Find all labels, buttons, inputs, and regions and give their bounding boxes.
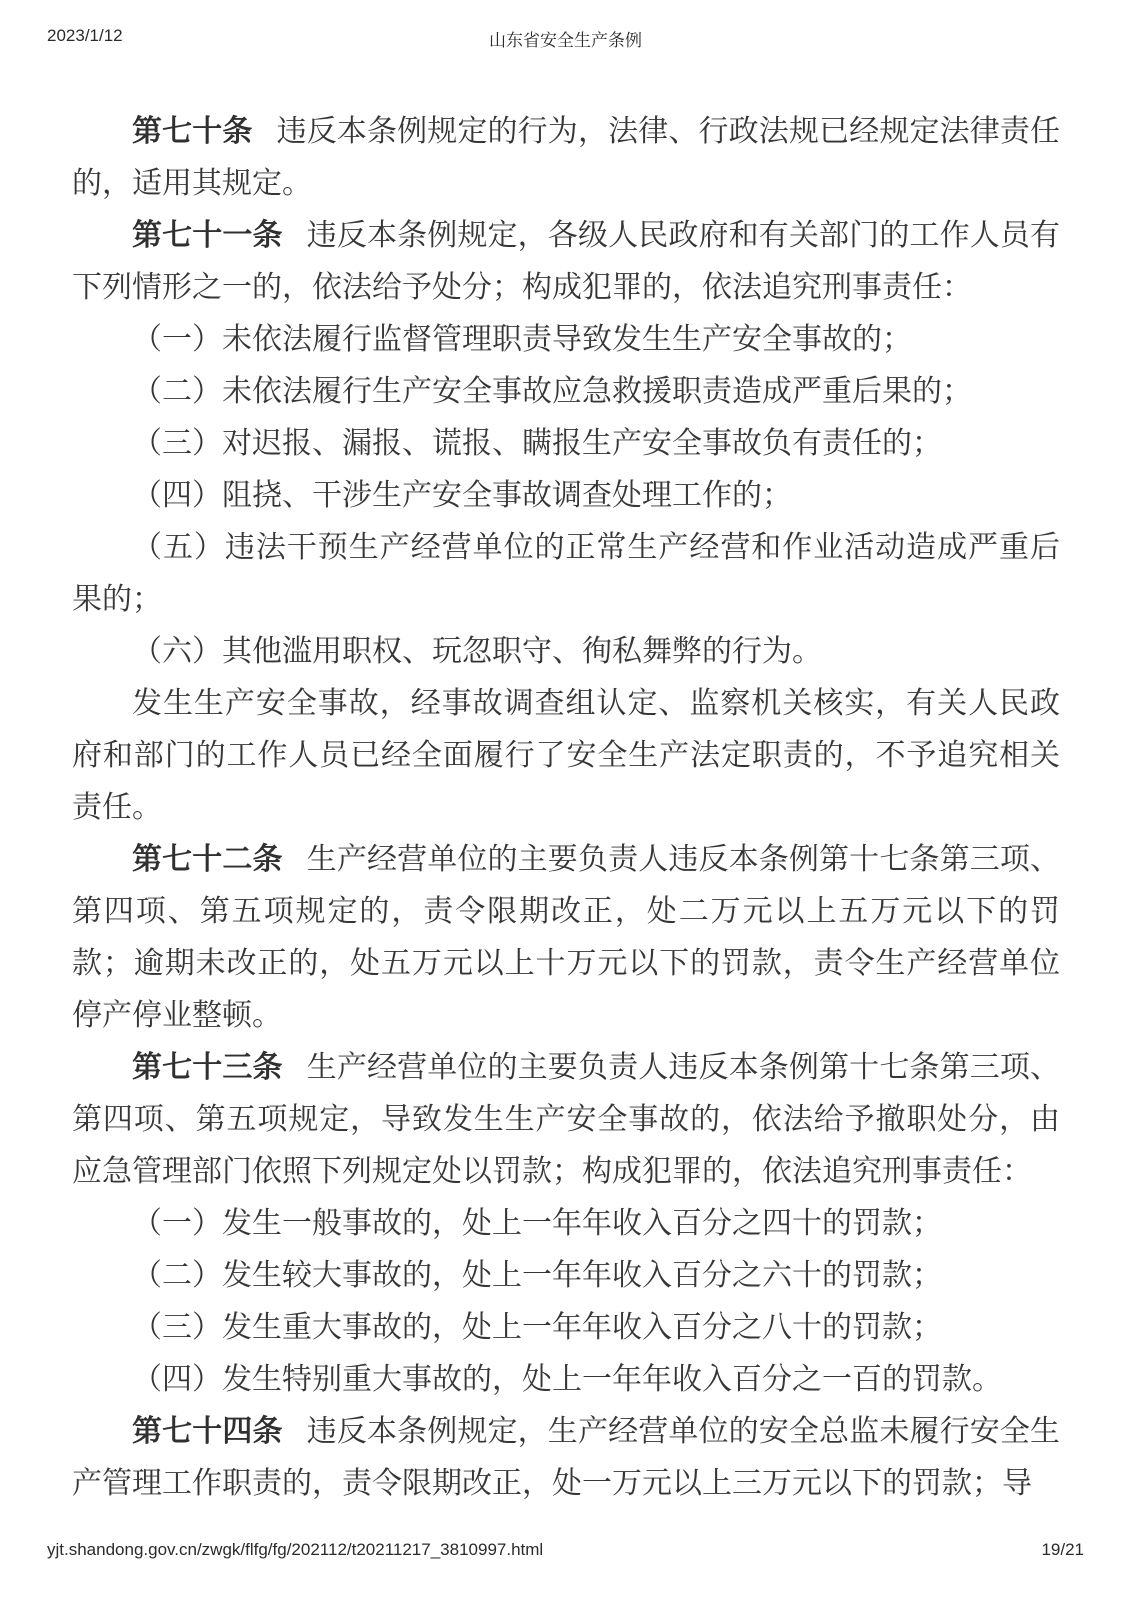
paragraph-text: （六）其他滥用职权、玩忽职守、徇私舞弊的行为。 [132, 635, 822, 668]
paragraph-text: 生产经营单位的主要负责人违反本条例第十七条第三项、第四项、第五项规定，导致发生生产安全事故的，依法给予撤职处分，由应急管理部门依照下列规定处以罚款；构成犯罪的，依法追究刑事责任： [72, 1051, 1061, 1188]
paragraph [72, 522, 1060, 626]
article-number: 第七十一条 [132, 219, 283, 252]
footer-url: yjt.shandong.gov.cn/zwgk/flfg/fg/202112/t20211217_3810997.html [47, 1540, 544, 1559]
paragraph [72, 418, 1060, 470]
paragraph-text: 发生生产安全事故，经事故调查组认定、监察机关核实，有关人民政府和部门的工作人员已经全面履行了安全生产法定职责的，不予追究相关责任。 [72, 687, 1060, 824]
document-body [72, 106, 1060, 1510]
paragraph-text: （五）违法干预生产经营单位的正常生产经营和作业活动造成严重后果的； [72, 531, 1060, 616]
paragraph-text: （二）未依法履行生产安全事故应急救援职责造成严重后果的； [132, 375, 972, 408]
paragraph-text: （四）阻挠、干涉生产安全事故调查处理工作的； [132, 479, 792, 512]
paragraph-text: （一）未依法履行监督管理职责导致发生生产安全事故的； [132, 323, 912, 356]
article-number: 第七十三条 [132, 1051, 283, 1084]
paragraph-text: 违反本条例规定，生产经营单位的安全总监未履行安全生产管理工作职责的，责令限期改正，处一万元以上三万元以下的罚款；导 [72, 1415, 1061, 1500]
paragraph [72, 210, 1060, 314]
paragraph [72, 1198, 1060, 1250]
paragraph [72, 1406, 1060, 1510]
paragraph-text: 违反本条例规定，各级人民政府和有关部门的工作人员有下列情形之一的，依法给予处分；构成犯罪的，依法追究刑事责任： [72, 219, 1061, 304]
header-date: 2023/1/12 [47, 26, 123, 45]
paragraph-text: 违反本条例规定的行为，法律、行政法规已经规定法律责任的，适用其规定。 [72, 115, 1061, 200]
paragraph [72, 1042, 1060, 1198]
paragraph-text: （四）发生特别重大事故的，处上一年年收入百分之一百的罚款。 [132, 1363, 1002, 1396]
paragraph [72, 626, 1060, 678]
paragraph-text: （一）发生一般事故的，处上一年年收入百分之四十的罚款； [132, 1207, 942, 1240]
paragraph [72, 1302, 1060, 1354]
document-title: 山东省安全生产条例 [489, 31, 642, 50]
paragraph-text: （三）发生重大事故的，处上一年年收入百分之八十的罚款； [132, 1311, 942, 1344]
paragraph [72, 470, 1060, 522]
paragraph-text: 生产经营单位的主要负责人违反本条例第十七条第三项、第四项、第五项规定的，责令限期改正，处二万元以上五万元以下的罚款；逾期未改正的，处五万元以上十万元以下的罚款，责令生产经营单位停产停业整顿。 [72, 843, 1061, 1032]
paragraph [72, 678, 1060, 834]
page-footer [47, 1540, 1084, 1560]
page-header [0, 26, 1131, 51]
paragraph [72, 834, 1060, 1042]
article-number: 第七十二条 [132, 843, 283, 876]
paragraph [72, 1354, 1060, 1406]
paragraph-text: （二）发生较大事故的，处上一年年收入百分之六十的罚款； [132, 1259, 942, 1292]
paragraph [72, 106, 1060, 210]
paragraph [72, 314, 1060, 366]
paragraph [72, 366, 1060, 418]
paragraph-text: （三）对迟报、漏报、谎报、瞒报生产安全事故负有责任的； [132, 427, 942, 460]
article-number: 第七十条 [132, 115, 253, 148]
footer-page-number: 19/21 [1041, 1540, 1084, 1559]
article-number: 第七十四条 [132, 1415, 283, 1448]
paragraph [72, 1250, 1060, 1302]
